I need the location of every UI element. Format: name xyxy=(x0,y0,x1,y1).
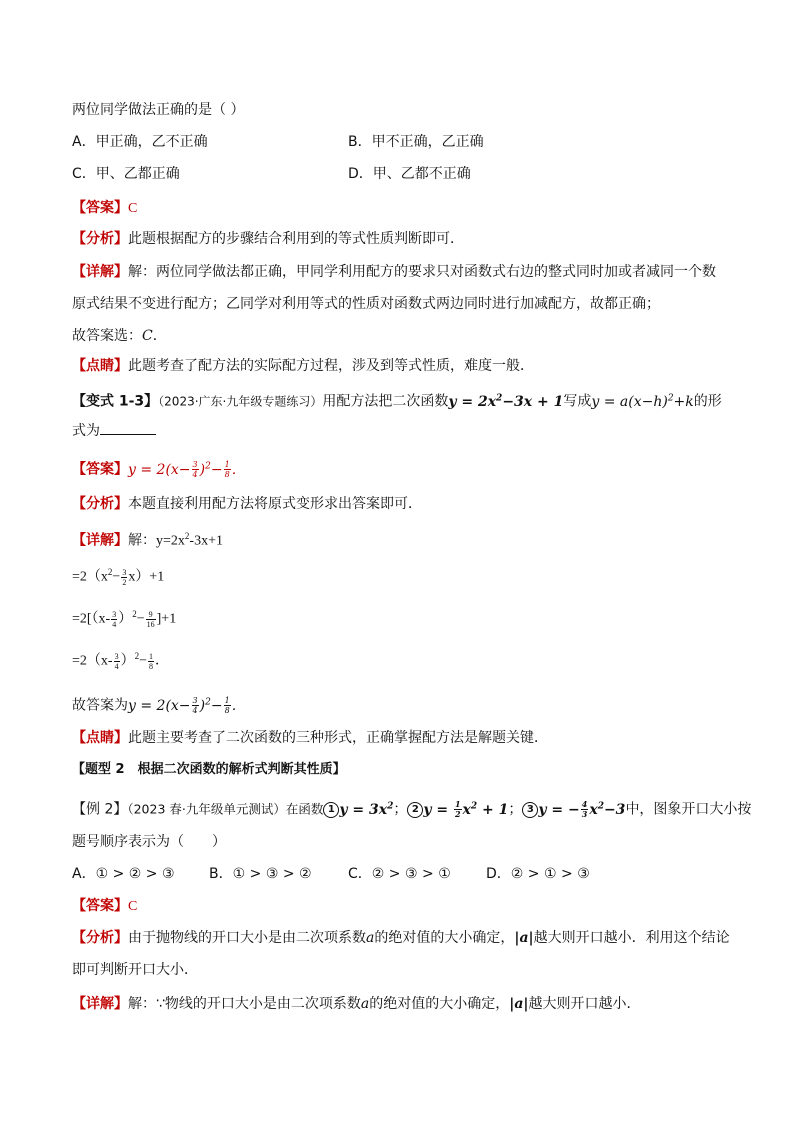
detail-text: 解：y=2x xyxy=(128,533,185,549)
answer-tag: 【答案】 xyxy=(72,898,128,914)
conclusion-value: C xyxy=(142,328,153,344)
q2-target-form: $y = a(x-h)^2+k$ xyxy=(591,393,694,410)
section-heading: 【题型 2 根据二次函数的解析式判断其性质】 xyxy=(72,762,346,777)
analysis-tag: 【分析】 xyxy=(72,496,128,512)
q3-detail-line: 【详解】解：∵物线的开口大小是由二次项系数a的绝对值的大小确定，|a|越大则开口越小． xyxy=(72,996,641,1012)
q1-conclusion xyxy=(72,326,167,346)
q2-stem-line-2 xyxy=(72,420,156,441)
q3-answer-line xyxy=(72,896,137,917)
conclusion-prefix: 故答案选： xyxy=(72,328,142,344)
q2-stem-text-1: 用配方法把二次函数 xyxy=(322,393,449,410)
q2-answer-expr: y = 2(x− $\frac{3}{4}$ )$^2$− $\frac{1}{8}$ ． xyxy=(128,460,246,480)
detail-text: 解：两位同学做法都正确，甲同学利用配方的要求只对函数式右边的整式同时加或者减同一个数 xyxy=(128,264,716,280)
q1-answer-line xyxy=(72,198,137,219)
circled-1-icon: 1 xyxy=(323,802,339,818)
q2-conclusion xyxy=(72,692,246,716)
q1-stem: 两位同学做法正确的是（ ） xyxy=(72,102,245,118)
q1-option-a: A．甲正确，乙不正确 xyxy=(72,134,208,150)
q2-stem-text-4: 式为 xyxy=(72,423,100,439)
q2-detail-line: 【详解】解：$y=2x^2-3x+1$ xyxy=(72,531,223,549)
q3-analysis-line-2: 即可判断开口大小． xyxy=(72,962,198,978)
q3-option-b: B．① > ③ > ② xyxy=(209,866,312,882)
q2-stem-text-3: 的形 xyxy=(693,393,722,410)
q2-label: 【变式 1-3】 xyxy=(72,393,159,410)
conclusion-expr: y = 2(x− $\frac{3}{4}$ )$^2$− $\frac{1}{8}$ ． xyxy=(128,696,246,716)
analysis-tag: 【分析】 xyxy=(72,930,128,946)
q3-option-d: D．② > ① > ③ xyxy=(486,866,590,882)
detail-tag: 【详解】 xyxy=(72,532,128,549)
q3-stem-line-1: 【例 2】（2023 春·九年级单元测试）在函数 1 $y = 3x^2$； 2 y = $\frac{1}{2}$ $x^2 + 1$； 3 y = − $\frac{4}{3}$ $x^2-3$中，图象开口大小按 xyxy=(72,799,752,820)
comment-text: 此题考查了配方法的实际配方过程，涉及到等式性质，难度一般． xyxy=(128,358,534,374)
q1-analysis-line xyxy=(72,229,464,249)
comment-tag: 【点睛】 xyxy=(72,358,128,374)
q3-stem-end: 中，图象开口大小按 xyxy=(625,801,752,818)
q3-source: （2023 春·九年级单元测试）在函数 xyxy=(127,801,324,817)
q2-step-1: $=2(x^2-$ $\frac{3}{2}$ x）+1 xyxy=(72,567,165,587)
conclusion-prefix: 故答案为 xyxy=(72,697,128,714)
answer-value: C xyxy=(128,899,138,914)
q1-option-c: C．甲、乙都正确 xyxy=(72,166,180,182)
q2-stem-text-2: 写成 xyxy=(563,393,592,410)
q2-function: $y = 2x^2-3x + 1$ xyxy=(448,393,564,410)
q3-option-c: C．② > ③ > ① xyxy=(348,866,451,882)
q2-source: （2023·广东·九年级专题练习） xyxy=(158,394,323,409)
q3-option-a: A．① > ② > ③ xyxy=(72,866,175,882)
q2-analysis-line xyxy=(72,494,422,514)
q3-function-3: y = − $\frac{4}{3}$ $x^2-3$ xyxy=(538,799,626,820)
q2-stem-line-1 xyxy=(72,388,722,412)
q2-comment-line xyxy=(72,728,548,748)
q3-label: 【例 2】 xyxy=(72,801,128,818)
analysis-tag: 【分析】 xyxy=(72,231,128,247)
comment-tag: 【点睛】 xyxy=(72,730,128,746)
q3-function-1: $y = 3x^2$ xyxy=(339,801,394,818)
q3-analysis-line-1: 【分析】由于抛物线的开口大小是由二次项系数a的绝对值的大小确定，|a|越大则开口越小．利用这个结论 xyxy=(72,930,730,946)
q2-step-3: =2（x- $\frac{3}{4}$ ）$^2$− $\frac{1}{8}$ ． xyxy=(72,651,169,671)
q1-detail-line-2: 原式结果不变进行配方；乙同学对利用等式的性质对函数式两边同时进行加减配方，故都正确； xyxy=(72,296,660,312)
answer-tag: 【答案】 xyxy=(72,461,128,478)
conclusion-suffix: ． xyxy=(152,328,167,344)
analysis-text: 此题根据配方的步骤结合利用到的等式性质判断即可． xyxy=(128,231,464,247)
detail-tag: 【详解】 xyxy=(72,996,128,1012)
analysis-text: 本题直接利用配方法将原式变形求出答案即可． xyxy=(128,496,422,512)
answer-blank xyxy=(100,420,156,435)
q1-detail-line-1 xyxy=(72,262,716,282)
circled-2-icon: 2 xyxy=(407,802,423,818)
q3-function-2: y = $\frac{1}{2}$ $x^2 + 1$ xyxy=(423,799,509,820)
q3-stem-line-2: 题号顺序表示为（ ） xyxy=(72,834,226,850)
circled-3-icon: 3 xyxy=(522,802,538,818)
detail-tag: 【详解】 xyxy=(72,264,128,280)
q2-step-2: =2[（x- $\frac{3}{4}$ ）$^2$− $\frac{9}{16}$ ]+1 xyxy=(72,609,177,629)
answer-tag: 【答案】 xyxy=(72,200,128,216)
comment-text: 此题主要考查了二次函数的三种形式，正确掌握配方法是解题关键． xyxy=(128,730,548,746)
q1-option-d: D．甲、乙都不正确 xyxy=(348,166,471,182)
q1-option-b: B．甲不正确，乙正确 xyxy=(348,134,484,150)
q2-answer-line xyxy=(72,456,246,480)
answer-value: C xyxy=(128,201,138,216)
q1-comment-line xyxy=(72,356,534,376)
